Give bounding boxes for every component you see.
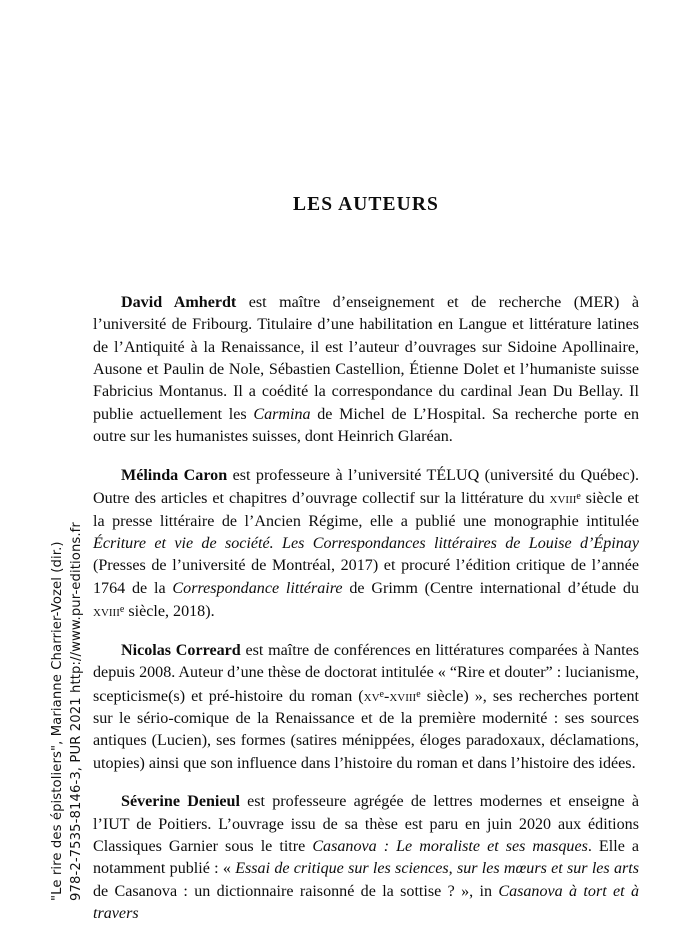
bio-text: siècle et la presse littéraire de l’Ancien Régime, elle a publié une monographie intitulée bbox=[93, 490, 639, 530]
page-title: LES AUTEURS bbox=[293, 194, 439, 215]
author-bio bbox=[93, 292, 639, 448]
margin-imprint-isbn-url: 978-2-7535-8146-3, PUR 2021 http://www.pur-editions.fr bbox=[69, 522, 84, 901]
author-bio bbox=[93, 640, 639, 775]
work-title: Écriture et vie de société. Les Correspondances littéraires de Louise d’Épinay bbox=[93, 534, 639, 552]
author-bio bbox=[93, 791, 639, 925]
work-title: Essai de critique sur les sciences, sur les mœurs et sur les arts bbox=[235, 860, 639, 878]
author-bio-list bbox=[93, 292, 639, 925]
page-content bbox=[93, 0, 639, 948]
author-name: Séverine Denieul bbox=[121, 793, 240, 811]
ordinal-suffix: e bbox=[576, 491, 581, 503]
bio-text: est maître d’enseignement et de recherche (MER) à l’université de Fribourg. Titulaire d’une habilitation en Langue et littérature latines de l’Antiquité à la Renaissance, il est l’auteur d’ouvrages sur Sidoine Apollinaire, Ausone et Paulin de Nole, Sébastien Castellion, Étienne Dolet et l’humaniste suisse Fabricius Montanus. Il a coédité la correspondance du cardinal Jean Du Bellay. Il publie actuellement les bbox=[93, 294, 639, 423]
century-numeral: xviii bbox=[93, 600, 120, 620]
bio-text: de Casanova : un dictionnaire raisonné de la sottise ? », in bbox=[93, 882, 499, 900]
author-bio bbox=[93, 465, 639, 623]
bio-text: est maître de conférences en littératures comparées à Nantes depuis 2008. Auteur d’une thèse de doctorat intitulée « “Rire et douter” : lucianisme, scepticisme(s) et pré-histoire du roman ( bbox=[93, 641, 639, 705]
bio-text: siècle, 2018). bbox=[124, 602, 215, 620]
bio-text: est professeure agrégée de lettres modernes et enseigne à l’IUT de Poitiers. L’ouvrage issu de sa thèse est paru en juin 2020 aux éditions Classiques Garnier sous le titre bbox=[93, 793, 639, 856]
author-name: David Amherdt bbox=[121, 294, 237, 311]
author-name: Mélinda Caron bbox=[121, 466, 228, 484]
century-numeral: xviii bbox=[549, 488, 577, 508]
bio-text: est professeure à l’université TÉLUQ (université du Québec). Outre des articles et chapitres d’ouvrage collectif sur la littérature du bbox=[93, 466, 639, 508]
work-title: Carmina bbox=[253, 405, 311, 423]
ordinal-suffix: e bbox=[416, 688, 421, 700]
century-numeral: xv bbox=[363, 685, 380, 705]
bio-text: - bbox=[383, 687, 390, 705]
author-name: Nicolas Correard bbox=[121, 641, 241, 659]
margin-imprint-book-title: "Le rire des épistoliers", Marianne Charrier-Vozel (dir.) bbox=[50, 541, 65, 901]
bio-text: siècle) », ses recherches portent sur le sério-comique de la Renaissance et de la première modernité : ses sources antiques (Lucien), ses formes (satires ménippées, éloges paradoxaux, déclamations, utopies) ainsi que son influence dans l’histoire du roman et dans l’histoire des idées. bbox=[93, 687, 640, 772]
bio-text: (Presses de l’université de Montréal, 2017) et procuré l’édition critique de l’année 1764 de la bbox=[93, 557, 639, 597]
work-title: Casanova : Le moraliste et ses masques bbox=[312, 838, 588, 856]
ordinal-suffix: e bbox=[119, 603, 125, 615]
century-numeral: xviii bbox=[389, 685, 417, 705]
bio-text: de Grimm (Centre international d’étude du bbox=[342, 579, 640, 597]
work-title: Casanova à tort et à travers bbox=[93, 882, 639, 923]
bio-text: de Michel de L’Hospital. Sa recherche porte en outre sur les humanistes suisses, dont Heinrich Glaréan. bbox=[93, 405, 640, 446]
bio-text: . Elle a notamment publié : « bbox=[93, 838, 640, 878]
ordinal-suffix: e bbox=[379, 688, 384, 700]
margin-imprint bbox=[0, 0, 92, 948]
work-title: Correspondance littéraire bbox=[172, 579, 343, 597]
